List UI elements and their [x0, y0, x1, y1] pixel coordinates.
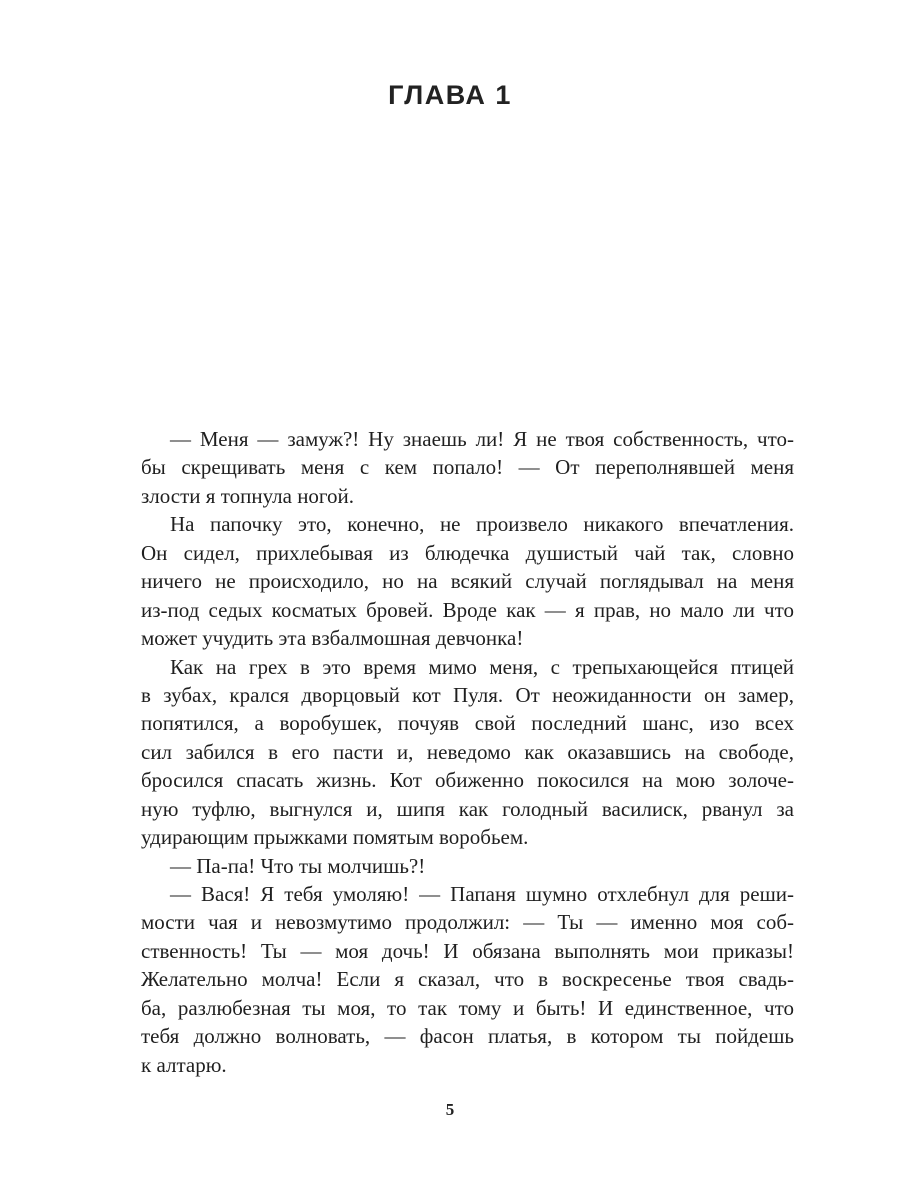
text-line: может учудить эта взбалмошная девчонка!: [141, 626, 524, 651]
text-line: из-под седых косматых бровей. Вроде как — я прав, но мало ли что: [141, 597, 794, 622]
chapter-body-text: [141, 425, 794, 1079]
paragraph: [141, 880, 794, 1079]
text-line: На папочку это, конечно, не произвело никакого впечатления.: [170, 512, 794, 537]
text-line: ничего не происходило, но на всякий случай поглядывал на меня: [141, 569, 794, 594]
paragraph: [141, 653, 794, 852]
text-line: к алтарю.: [141, 1052, 227, 1077]
paragraph: [141, 425, 794, 510]
text-line: тебя должно волновать, — фасон платья, в котором ты пойдешь: [141, 1024, 794, 1049]
text-line: бросился спасать жизнь. Кот обиженно покосился на мою золоче-: [141, 768, 794, 793]
page-number: 5: [445, 1100, 455, 1119]
text-line: мости чая и невозмутимо продолжил: — Ты — именно моя соб-: [141, 910, 794, 935]
text-line: бы скрещивать меня с кем попало! — От переполнявшей меня: [141, 455, 794, 480]
text-line: — Па-па! Что ты молчишь?!: [170, 853, 426, 878]
text-line: Как на грех в это время мимо меня, с трепыхающейся птицей: [170, 654, 794, 679]
text-line: ственность! Ты — моя дочь! И обязана выполнять мои приказы!: [141, 938, 794, 963]
text-line: ную туфлю, выгнулся и, шипя как голодный василиск, рванул за: [141, 796, 794, 821]
text-line: злости я топнула ногой.: [141, 483, 355, 508]
text-line: — Меня — замуж?! Ну знаешь ли! Я не твоя собственность, что-: [170, 427, 794, 451]
text-line: удирающим прыжками помятым воробьем.: [141, 825, 529, 850]
paragraph: [141, 510, 794, 652]
text-line: Желательно молча! Если я сказал, что в воскресенье твоя свадь-: [141, 967, 794, 992]
text-line: сил забился в его пасти и, неведомо как оказавшись на свободе,: [141, 739, 794, 764]
text-line: в зубах, крался дворцовый кот Пуля. От неожиданности он замер,: [141, 682, 794, 707]
text-line: попятился, а воробушек, почуяв свой последний шанс, изо всех: [141, 711, 794, 736]
text-line: ба, разлюбезная ты моя, то так тому и быть! И единственное, что: [141, 995, 794, 1020]
text-line: Он сидел, прихлебывая из блюдечка душистый чай так, словно: [141, 540, 794, 565]
paragraph: [141, 852, 794, 880]
text-line: — Вася! Я тебя умоляю! — Папаня шумно отхлебнул для реши-: [170, 882, 794, 906]
chapter-title: ГЛАВА 1: [388, 80, 512, 110]
